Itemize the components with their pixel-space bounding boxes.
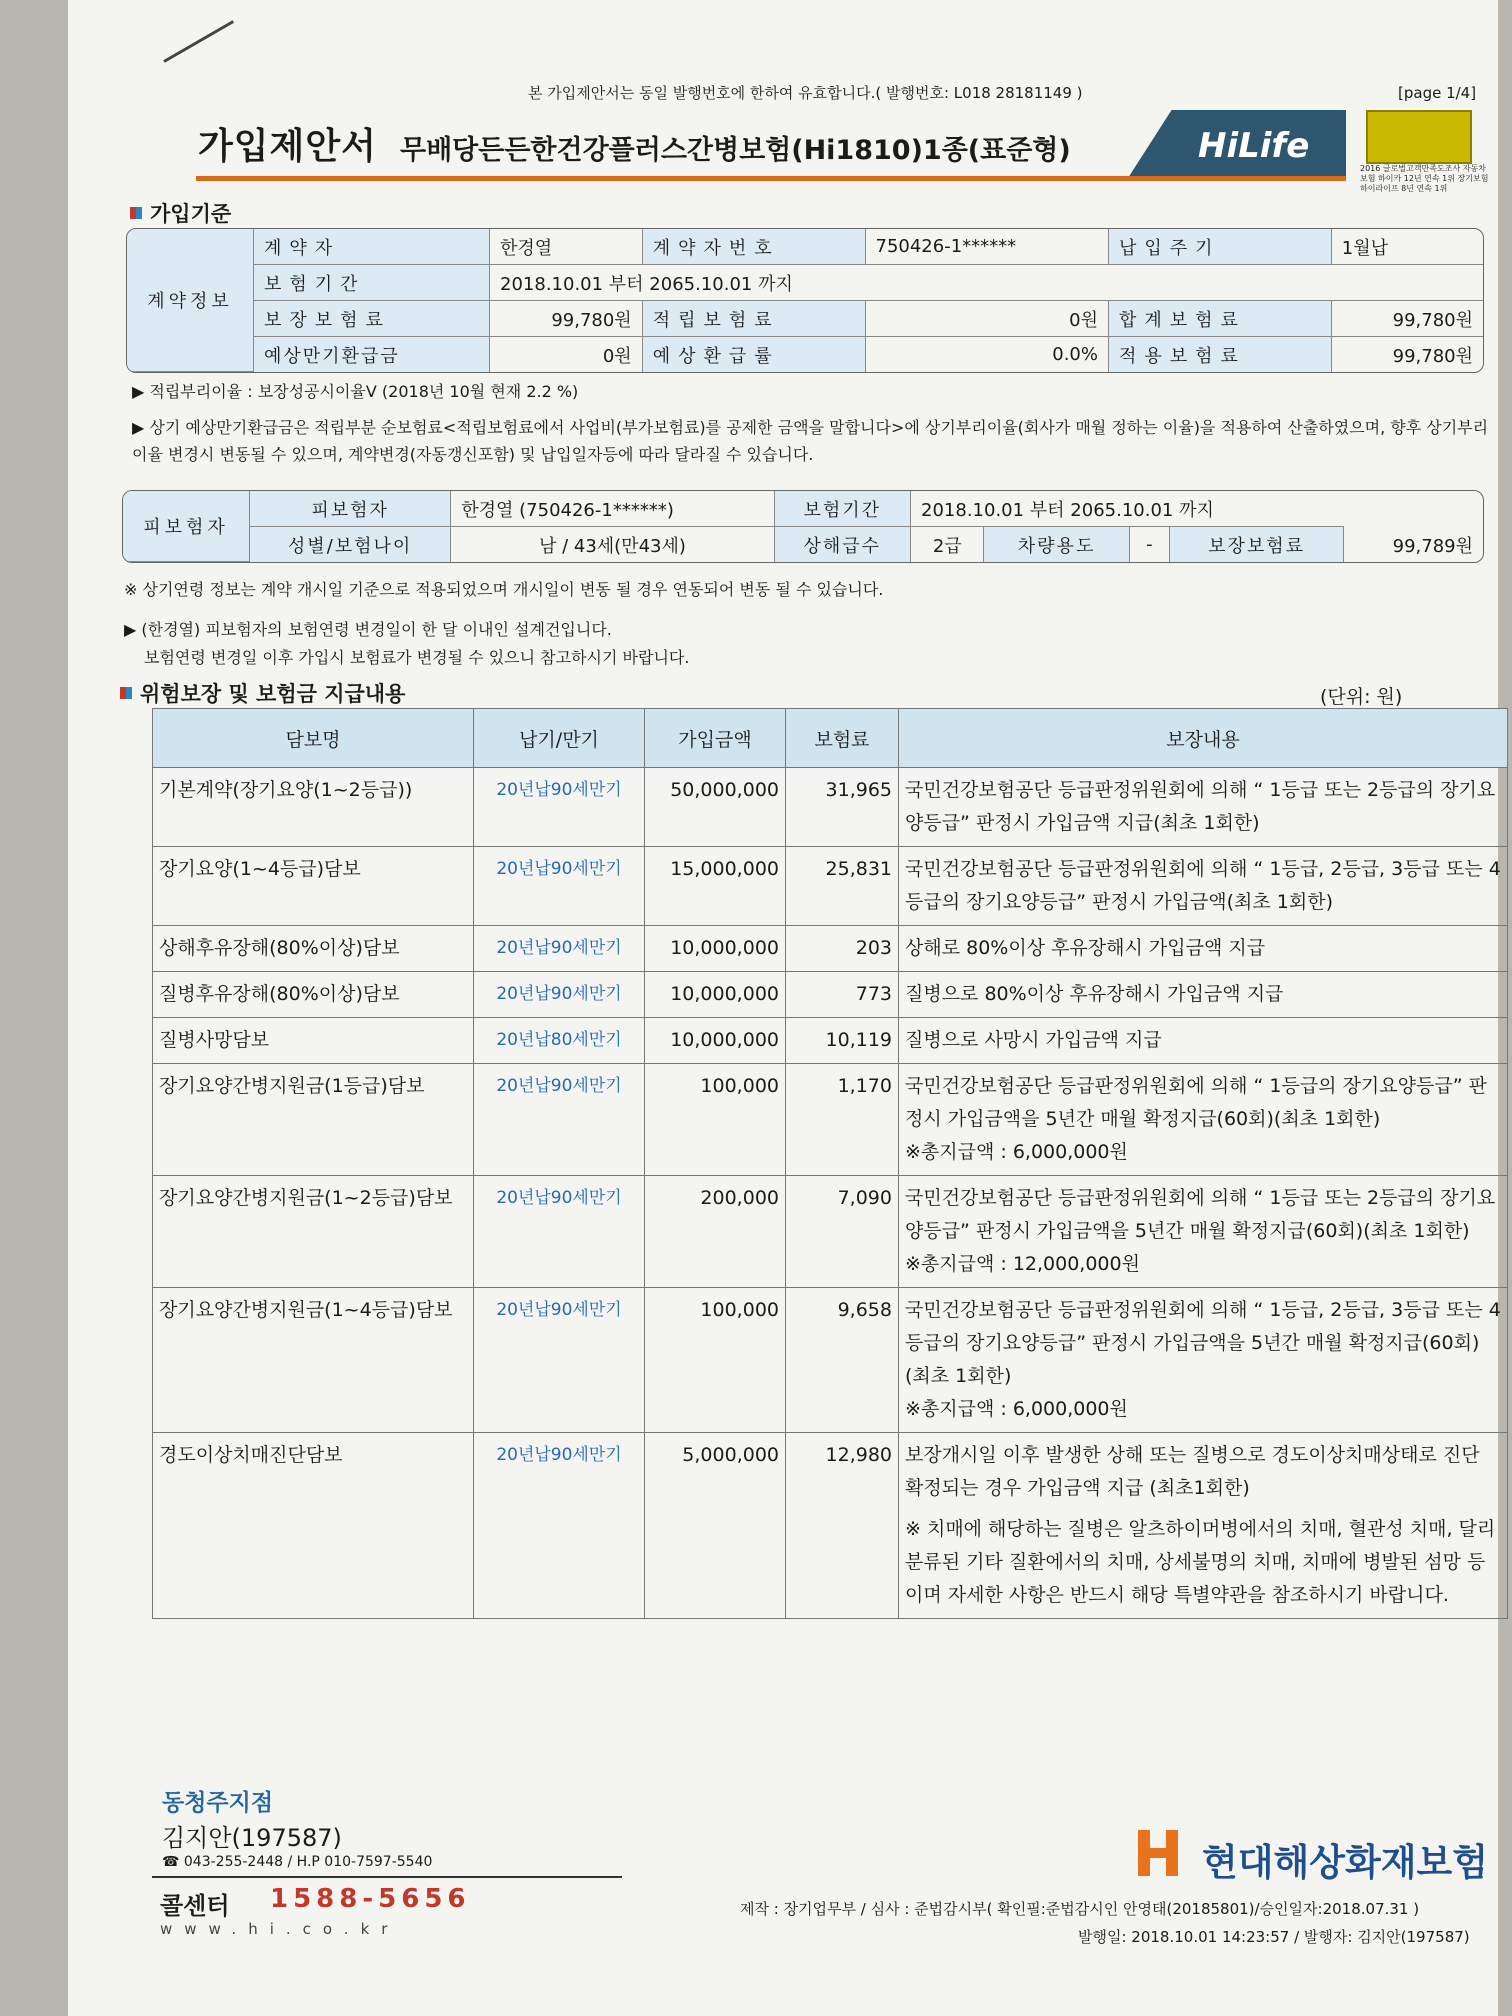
hilife-logo: HiLife [1198,126,1310,166]
coverage-premium: 773 [786,972,899,1018]
callcenter-number: 1588-5656 [270,1884,471,1914]
validity-notice: 본 가입제안서는 동일 발행번호에 한하여 유효합니다.( 발행번호: L018 28181149 ) [528,84,1083,102]
coverage-total-payment: ※총지급액 : 6,000,000원 [905,1141,1128,1163]
coverage-amount: 10,000,000 [645,926,786,972]
coverage-amount: 5,000,000 [645,1433,786,1619]
coverage-name: 장기요양(1~4등급)담보 [153,847,474,926]
section-title-basis: 가입기준 [130,198,231,228]
section-title-coverage: 위험보장 및 보험금 지급내용 [120,678,405,708]
label-insured-premium: 보장보험료 [1170,527,1344,562]
coverage-amount: 100,000 [645,1064,786,1176]
table-row [153,926,1508,972]
label-gender-age: 성별/보험나이 [250,527,451,562]
value-insurance-period: 2018.10.01 부터 2065.10.01 까지 [490,265,1483,301]
label-contractor-id: 계약자번호 [643,229,866,265]
label-refund-rate: 예상환급률 [643,337,866,372]
coverage-description: 국민건강보험공단 등급판정위원회에 의해 “ 1등급 또는 2등급의 장기요양등급” 판정시 가입금액 지급(최초 1회한) [899,768,1508,847]
production-info: 제작 : 장기업무부 / 심사 : 준법감시부( 확인필:준법감시인 안영태(20185801)/승인일자:2018.07.31 ) [740,1900,1420,1918]
value-insured-period: 2018.10.01 부터 2065.10.01 까지 [911,491,1344,527]
label-vehicle-use: 차량용도 [984,527,1129,562]
table-row [153,1176,1508,1288]
value-contractor: 한경열 [490,229,643,265]
coverage-name: 장기요양간병지원금(1등급)담보 [153,1064,474,1176]
label-insured: 피보험자 [250,491,451,527]
coverage-name: 질병사망담보 [153,1018,474,1064]
coverage-description: 상해로 80%이상 후유장해시 가입금액 지급 [899,926,1508,972]
coverage-amount: 200,000 [645,1176,786,1288]
label-insured-period: 보험기간 [775,491,911,527]
col-header-name: 담보명 [153,709,474,768]
agent-name: 김지안(197587) [162,1824,342,1852]
coverage-total-payment: ※총지급액 : 12,000,000원 [905,1253,1140,1275]
coverage-premium: 203 [786,926,899,972]
coverage-desc-text: 국민건강보험공단 등급판정위원회에 의해 “ 1등급 또는 2등급의 장기요양등급” 판정시 가입금액을 5년간 매월 확정지급(60회)(최초 1회한) [905,1187,1496,1242]
coverage-description: 국민건강보험공단 등급판정위원회에 의해 “ 1등급, 2등급, 3등급 또는 4등급의 장기요양등급” 판정시 가입금액(최초 1회한) [899,847,1508,926]
award-caption: 2016 글로벌고객만족도조사 자동차보험 하이카 12년 연속 1위 장기보험 하이라이프 8년 연속 1위 [1360,164,1489,193]
label-coverage-premium: 보장보험료 [254,301,490,337]
value-insured: 한경열 (750426-1******) [451,491,774,527]
table-row [153,1288,1508,1433]
table-row [153,1064,1508,1176]
award-badge-icon [1366,110,1472,164]
contract-info-label: 계약정보 [127,229,254,372]
coverage-total-payment: ※총지급액 : 6,000,000원 [905,1398,1128,1420]
value-gender-age: 남 / 43세(만43세) [451,527,774,562]
coverage-premium: 1,170 [786,1064,899,1176]
coverage-term: 20년납90세만기 [474,847,645,926]
value-contractor-id: 750426-1****** [866,229,1109,265]
contract-info-table [126,228,1484,373]
callcenter-label: 콜센터 [160,1892,230,1920]
coverage-table [152,708,1508,1619]
title-underline [196,176,1346,181]
table-row [153,1433,1508,1619]
insured-info-table [122,490,1484,563]
note-age-basis: ※ 상기연령 정보는 계약 개시일 기준으로 적용되었으며 개시일이 변동 될 경우 연동되어 변동 될 수 있습니다. [124,580,884,599]
coverage-name: 장기요양간병지원금(1~2등급)담보 [153,1176,474,1288]
value-pay-cycle: 1월납 [1332,229,1483,265]
value-savings-premium: 0원 [866,301,1109,337]
hyundai-h-logo-icon [1138,1830,1178,1876]
coverage-premium: 7,090 [786,1176,899,1288]
note-interest-rate: ▶ 적립부리이율 : 보장성공시이율Ⅴ (2018년 10월 현재 2.2 %) [132,382,579,401]
coverage-amount: 10,000,000 [645,972,786,1018]
coverage-term: 20년납80세만기 [474,1018,645,1064]
coverage-name: 경도이상치매진단담보 [153,1433,474,1619]
coverage-name: 기본계약(장기요양(1~2등급)) [153,768,474,847]
table-row [153,972,1508,1018]
label-contractor: 계약자 [254,229,490,265]
insured-label: 피보험자 [123,491,250,562]
coverage-term: 20년납90세만기 [474,1064,645,1176]
coverage-description [899,1433,1508,1619]
coverage-premium: 10,119 [786,1018,899,1064]
value-total-premium: 99,780원 [1332,301,1483,337]
coverage-name: 질병후유장해(80%이상)담보 [153,972,474,1018]
coverage-description: 질병으로 80%이상 후유장해시 가입금액 지급 [899,972,1508,1018]
table-row [153,768,1508,847]
section-bullet-icon [130,207,142,219]
label-savings-premium: 적립보험료 [643,301,866,337]
coverage-term: 20년납90세만기 [474,926,645,972]
value-coverage-premium: 99,780원 [490,301,643,337]
coverage-desc-text: 보장개시일 이후 발생한 상해 또는 질병으로 경도이상치매상태로 진단 확정되는 경우 가입금액 지급 (최초1회한) [905,1444,1480,1499]
label-expected-refund: 예상만기환급금 [254,337,490,372]
note-refund-explanation: ▶ 상기 예상만기환급금은 적립부분 순보험료<적립보험료에서 사업비(부가보험료)를 공제한 금액을 말합니다>에 상기부리이율(회사가 매월 정하는 이율)을 적용하여 산출하였으며, 향후 상기부리이율 변경시 변동될 수 있으며, 계약변경(자동갱신포함) 및 납입일자등에 따라 달라질 수 있습니다. [132,418,1489,464]
coverage-amount: 50,000,000 [645,768,786,847]
value-applied-premium: 99,780원 [1392,345,1473,367]
coverage-description [899,1288,1508,1433]
coverage-desc-text: 국민건강보험공단 등급판정위원회에 의해 “ 1등급, 2등급, 3등급 또는 4등급의 장기요양등급” 판정시 가입금액을 5년간 매월 확정지급(60회)(최초 1회한) [905,1299,1501,1387]
branch-name: 동청주지점 [162,1790,274,1816]
coverage-term: 20년납90세만기 [474,1288,645,1433]
unit-label: (단위: 원) [1320,686,1403,708]
col-header-description: 보장내용 [899,709,1508,768]
label-applied-premium: 적용보험료 [1109,337,1332,372]
label-insurance-period: 보험기간 [254,265,490,301]
coverage-name: 장기요양간병지원금(1~4등급)담보 [153,1288,474,1433]
coverage-desc-text: 국민건강보험공단 등급판정위원회에 의해 “ 1등급의 장기요양등급” 판정시 가입금액을 5년간 매월 확정지급(60회)(최초 1회한) [905,1075,1487,1130]
coverage-description [899,1176,1508,1288]
coverage-name: 상해후유장해(80%이상)담보 [153,926,474,972]
coverage-description: 질병으로 사망시 가입금액 지급 [899,1018,1508,1064]
table-row [153,1018,1508,1064]
agent-contact: ☎ 043-255-2448 / H.P 010-7597-5540 [162,1854,433,1870]
coverage-term: 20년납90세만기 [474,1176,645,1288]
value-expected-refund: 0원 [490,337,643,372]
coverage-amount: 100,000 [645,1288,786,1433]
website: www.hi.co.kr [160,1920,400,1938]
label-pay-cycle: 납입주기 [1109,229,1332,265]
document-title: 가입제안서 [198,126,377,167]
coverage-term: 20년납90세만기 [474,972,645,1018]
coverage-premium: 25,831 [786,847,899,926]
label-total-premium: 합계보험료 [1109,301,1332,337]
coverage-premium: 12,980 [786,1433,899,1619]
coverage-premium: 9,658 [786,1288,899,1433]
footer-divider [152,1876,622,1878]
coverage-premium: 31,965 [786,768,899,847]
product-name: 무배당든든한건강플러스간병보험(Hi1810)1종(표준형) [400,135,1071,166]
coverage-amount: 10,000,000 [645,1018,786,1064]
value-refund-rate: 0.0% [866,337,1109,372]
page-number: [page 1/4] [1398,84,1477,102]
value-injury-grade: 2급 [911,527,984,562]
table-row [153,847,1508,926]
coverage-term: 20년납90세만기 [474,768,645,847]
note-age-change: ▶ (한경열) 피보험자의 보험연령 변경일이 한 달 이내인 설계건입니다. [124,620,612,639]
document-page [68,0,1501,2016]
coverage-amount: 15,000,000 [645,847,786,926]
value-vehicle-use: - [1130,527,1171,562]
company-name: 현대해상화재보험 [1202,1841,1488,1884]
col-header-amount: 가입금액 [645,709,786,768]
coverage-header-row [153,709,1508,768]
issue-info: 발행일: 2018.10.01 14:23:57 / 발행자: 김지안(197587) [1078,1928,1470,1946]
note-premium-change: 보험연령 변경일 이후 가입시 보험료가 변경될 수 있으니 참고하시기 바랍니다. [144,648,690,667]
col-header-premium: 보험료 [786,709,899,768]
label-injury-grade: 상해급수 [775,527,911,562]
coverage-description [899,1064,1508,1176]
pen-mark [163,20,234,63]
col-header-term: 납기/만기 [474,709,645,768]
coverage-term: 20년납90세만기 [474,1433,645,1619]
section-bullet-icon [120,687,132,699]
value-insured-premium: 99,789원 [1392,535,1473,557]
coverage-dementia-note: ※ 치매에 해당하는 질병은 알츠하이머병에서의 치매, 혈관성 치매, 달리 분류된 기타 질환에서의 치매, 상세불명의 치매, 치매에 병발된 섬망 등이며 자세한 사항은 반드시 해당 특별약관을 참조하시기 바랍니다. [905,1518,1496,1606]
